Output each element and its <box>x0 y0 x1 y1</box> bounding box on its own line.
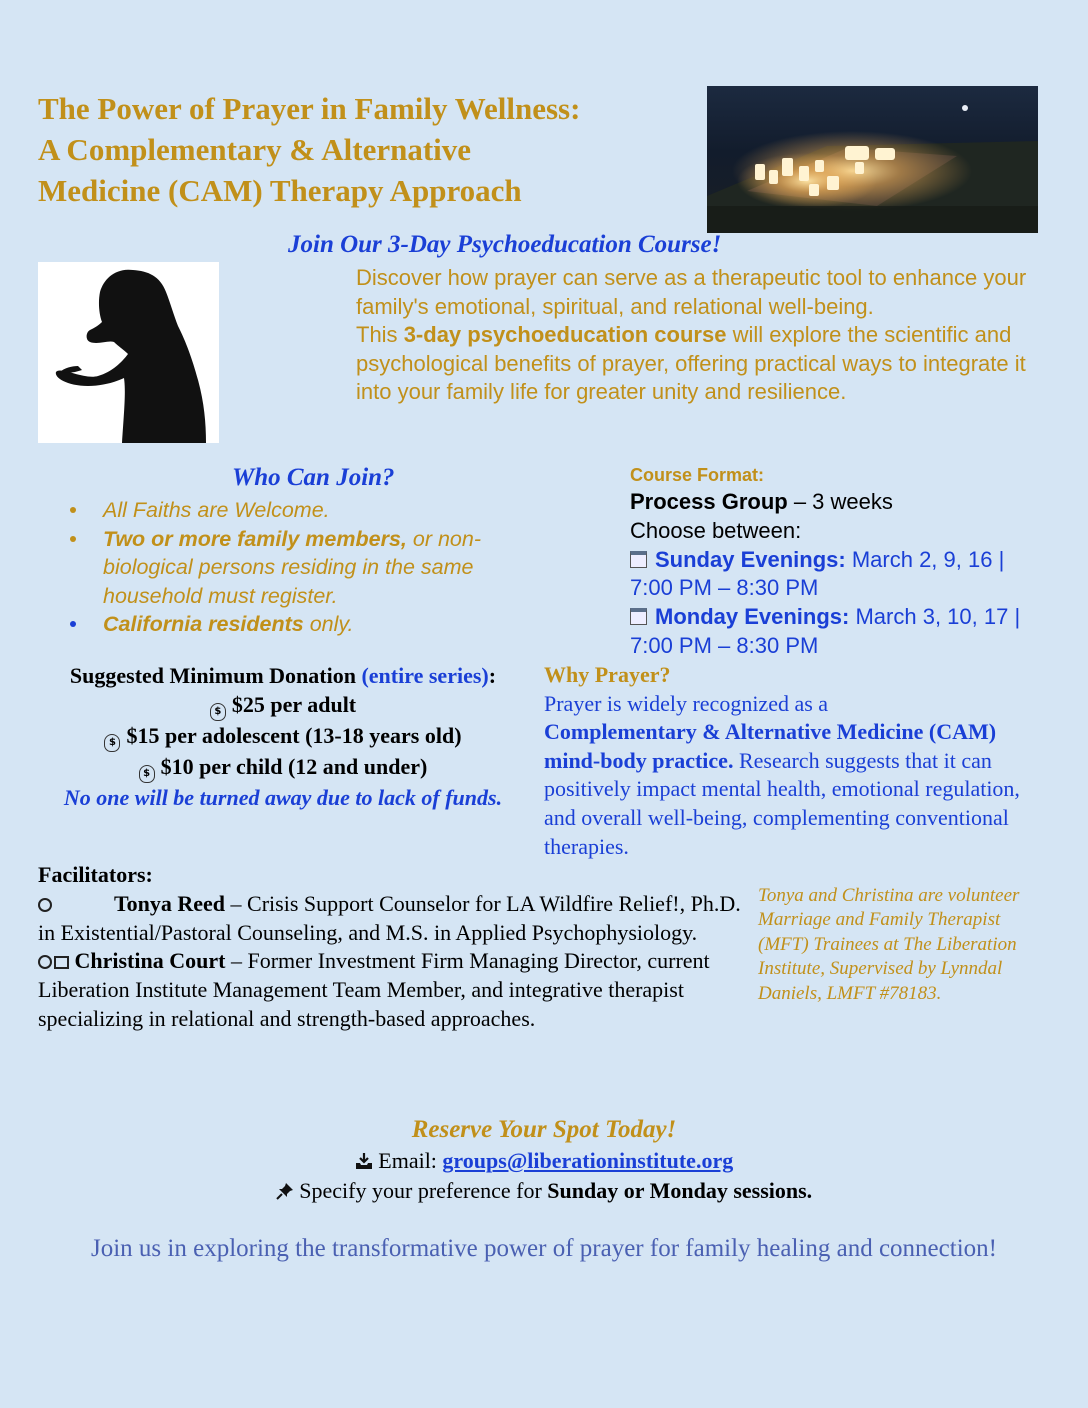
bullet-icon <box>70 621 76 627</box>
calendar-icon <box>630 551 647 568</box>
list-item-emphasis: Two or more family members, <box>103 526 407 551</box>
monday-option <box>630 603 1050 661</box>
woman-icon <box>38 955 52 969</box>
format-group-name: Process Group <box>630 489 788 514</box>
preference-line <box>0 1178 1088 1204</box>
page-title <box>38 88 698 211</box>
email-link[interactable]: groups@liberationinstitute.org <box>442 1148 734 1173</box>
course-intro <box>356 264 1056 407</box>
donation-heading-text: Suggested Minimum Donation <box>69 663 362 688</box>
intro-text: This <box>356 322 404 348</box>
woman-icon <box>38 898 52 912</box>
calendar-icon <box>630 608 647 625</box>
list-item-text: only. <box>303 612 354 636</box>
donation-child-text: $10 per child (12 and under) <box>160 754 428 779</box>
why-line-1: Prayer is widely recognized as a <box>544 690 829 716</box>
list-item <box>60 496 570 525</box>
intro-paragraph-2 <box>356 321 1056 407</box>
bullet-icon <box>70 507 76 513</box>
monday-dates: March 3, 10, 17 | 7:00 PM – 8:30 PM <box>630 604 1021 658</box>
title-line-1: The Power of Prayer in Family Wellness: <box>38 91 581 126</box>
why-emphasis: Complementary & Alternative Medicine (CAM) mind-body practice. <box>544 719 997 773</box>
list-item-text: All Faiths are Welcome. <box>103 498 330 522</box>
donation-adult-text: $25 per adult <box>231 692 357 717</box>
format-choose: Choose between: <box>630 517 802 543</box>
facilitator-2-desc: – Former Investment Firm Managing Director, current Liberation Institute Management Team Member, and integrative therapist specializing in relational and strength-based approaches. <box>38 948 710 1031</box>
facilitators-heading: Facilitators: <box>38 862 153 887</box>
intro-emphasis: 3-day psychoeducation course <box>403 322 727 348</box>
facilitator-1-desc: – Crisis Support Counselor for LA Wildfire Relief!, Ph.D. in Existential/Pastoral Counseling, and M.S. in Applied Psychophysiology. <box>38 890 741 945</box>
donation-adolescent <box>38 721 528 752</box>
facilitator-1 <box>38 890 750 948</box>
sunday-option <box>630 546 1050 604</box>
preference-emphasis: Sunday or Monday sessions. <box>547 1178 813 1203</box>
donation-section <box>38 661 528 812</box>
who-heading: Who Can Join? <box>232 464 395 491</box>
facilitator-2-name: Christina Court <box>74 948 226 974</box>
course-format <box>630 462 1050 661</box>
monday-label: Monday Evenings: <box>655 604 850 630</box>
candles-photo <box>707 86 1038 233</box>
donation-adolescent-text: $15 per adolescent (13-18 years old) <box>126 723 462 748</box>
intro-text: will explore the scientific and psychological benefits of prayer, offering practical ways to integrate it into your family life for greater unity and resilience. <box>356 322 1026 405</box>
prayer-silhouette <box>38 262 219 443</box>
why-heading: Why Prayer? <box>544 662 671 687</box>
list-item-emphasis: California residents <box>103 612 304 636</box>
intro-paragraph-1: Discover how prayer can serve as a therapeutic tool to enhance your family's emotional, spiritual, and relational well-being. <box>356 265 1027 319</box>
why-text: Research suggests that it can positively impact mental health, emotional regulation, and overall well-being, complementing conventional therapies. <box>544 747 1020 859</box>
reserve-heading: Reserve Your Spot Today! <box>411 1116 677 1143</box>
email-line <box>0 1148 1088 1174</box>
donation-child <box>38 752 528 783</box>
donation-heading-paren: (entire series) <box>361 663 489 688</box>
money-bag-icon: $ <box>104 734 120 752</box>
no-one-turned-away: No one will be turned away due to lack of funds. <box>63 785 503 810</box>
money-bag-icon: $ <box>139 765 155 783</box>
sunday-dates: March 2, 9, 16 | 7:00 PM – 8:30 PM <box>630 546 1005 601</box>
course-heading: Join Our 3-Day Psychoeducation Course! <box>288 231 722 258</box>
facilitator-2 <box>38 947 750 1033</box>
format-group-duration: – 3 weeks <box>787 489 893 514</box>
briefcase-icon <box>54 956 69 969</box>
preference-text: Specify your preference for <box>299 1178 548 1203</box>
donation-heading <box>38 661 528 690</box>
pushpin-icon <box>276 1178 300 1203</box>
facilitators-section <box>38 861 750 1034</box>
donation-heading-colon: : <box>488 663 497 688</box>
list-item-text: or non-biological persons residing in the same household must register. <box>103 526 481 608</box>
email-label: Email: <box>378 1148 443 1173</box>
inbox-icon <box>355 1148 379 1173</box>
money-bag-icon: $ <box>210 703 226 721</box>
list-item <box>60 525 570 611</box>
who-list <box>60 496 570 639</box>
why-prayer-section <box>544 661 1044 861</box>
closing-message: Join us in exploring the transformative power of prayer for family healing and connection! <box>91 1235 997 1262</box>
facilitators-note: Tonya and Christina are volunteer Marriage and Family Therapist (MFT) Trainees at The Liberation Institute, Supervised by Lynndal Daniels, LMFT #78183. <box>758 885 1020 1004</box>
bullet-icon <box>70 536 76 542</box>
title-line-3: Medicine (CAM) Therapy Approach <box>38 173 522 208</box>
donation-adult <box>38 690 528 721</box>
format-group <box>630 488 1050 517</box>
list-item <box>60 610 570 639</box>
facilitator-1-name: Tonya Reed <box>114 890 226 916</box>
format-label: Course Format: <box>630 465 765 485</box>
why-body <box>544 718 1044 861</box>
title-line-2: A Complementary & Alternative <box>38 132 472 167</box>
sunday-label: Sunday Evenings: <box>655 546 846 572</box>
